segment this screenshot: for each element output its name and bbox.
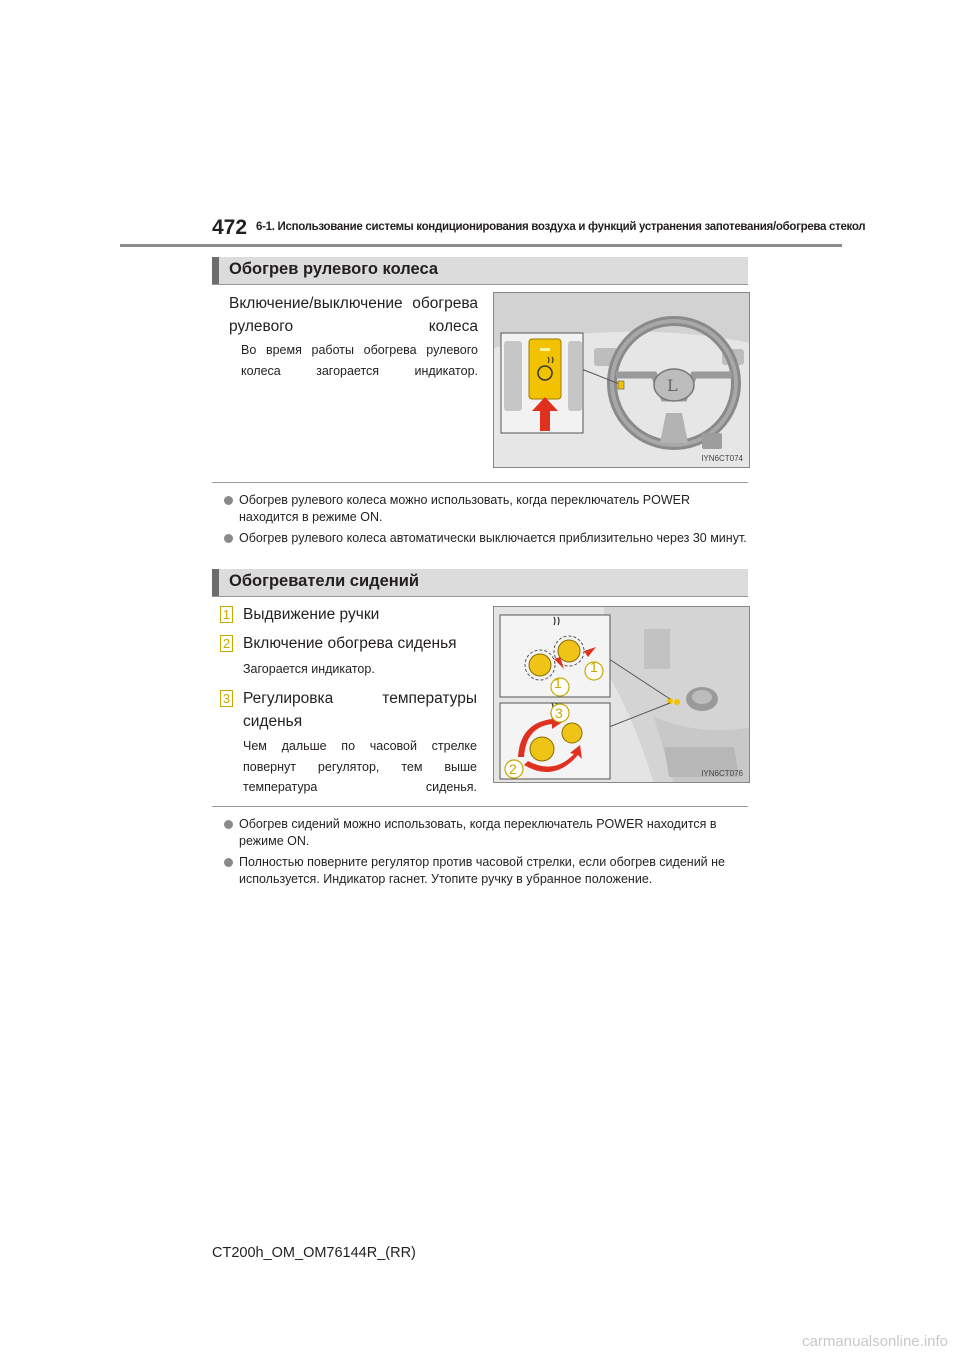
section-title-text: Обогреватели сидений <box>229 572 420 590</box>
seat-heater-illustration <box>494 607 750 783</box>
watermark: carmanualsonline.info <box>802 1333 948 1350</box>
running-header: 6-1. Использование системы кондиционирования воздуха и функций устранения запотевания/обогрева стекол <box>256 221 866 233</box>
number-badge-1: 1 <box>220 606 233 623</box>
bullet-item: Обогрев сидений можно использовать, когда переключатель POWER находится в режиме ON. <box>224 816 748 850</box>
bullet-item: Обогрев рулевого колеса автоматически выключается приблизительно через 30 минут. <box>224 530 748 547</box>
bullet-dot <box>224 858 233 867</box>
figure-code: IYN6CT074 <box>701 454 743 463</box>
steering-heater-heading: Включение/выключение обогрева рулевого колеса <box>229 295 478 335</box>
document-code: CT200h_OM_OM76144R_(RR) <box>212 1245 416 1261</box>
svg-text:L: L <box>667 376 678 395</box>
seat-item-3: Регулировка температуры сиденья <box>243 690 477 730</box>
seat-item-2: Включение обогрева сиденья <box>243 635 457 652</box>
figure-callout-1-right: 1 <box>590 659 598 675</box>
section-rule <box>212 482 748 483</box>
figure-callout-1: 1 <box>554 675 562 691</box>
section-rule <box>212 596 748 597</box>
number-badge-3: 3 <box>220 690 233 707</box>
section-rule <box>212 806 748 807</box>
section-title-steering-heater <box>212 257 748 284</box>
bullet-dot <box>224 820 233 829</box>
bullet-dot <box>224 534 233 543</box>
seat-heater-figure <box>493 606 750 783</box>
seat-item-2-note: Загорается индикатор. <box>243 662 375 676</box>
section-rule <box>212 284 748 285</box>
bullet-item: Полностью поверните регулятор против часовой стрелки, если обогрев сидений не используется. Индикатор гаснет. Утопите ручку в убранное положение. <box>224 854 748 888</box>
steering-heater-note: Во время работы обогрева рулевого колеса загорается индикатор. <box>241 343 478 378</box>
page-number: 472 <box>212 216 248 239</box>
bullet-dot <box>224 496 233 505</box>
section-title-seat-heaters <box>212 569 748 596</box>
seat-item-3-note: Чем дальше по часовой стрелке повернут регулятор, тем выше температура сиденья. <box>243 739 477 794</box>
steering-wheel-figure <box>493 292 750 468</box>
figure-callout-2: 2 <box>509 761 517 777</box>
bullet-item: Обогрев рулевого колеса можно использовать, когда переключатель POWER находится в режиме ON. <box>224 492 748 526</box>
header-rule <box>120 244 842 247</box>
figure-code: IYN6CT076 <box>701 769 743 778</box>
steering-wheel-illustration <box>494 293 750 468</box>
section-title-text: Обогрев рулевого колеса <box>229 260 439 278</box>
figure-callout-3: 3 <box>555 705 563 721</box>
number-badge-2: 2 <box>220 635 233 652</box>
seat-item-1: Выдвижение ручки <box>243 606 380 623</box>
